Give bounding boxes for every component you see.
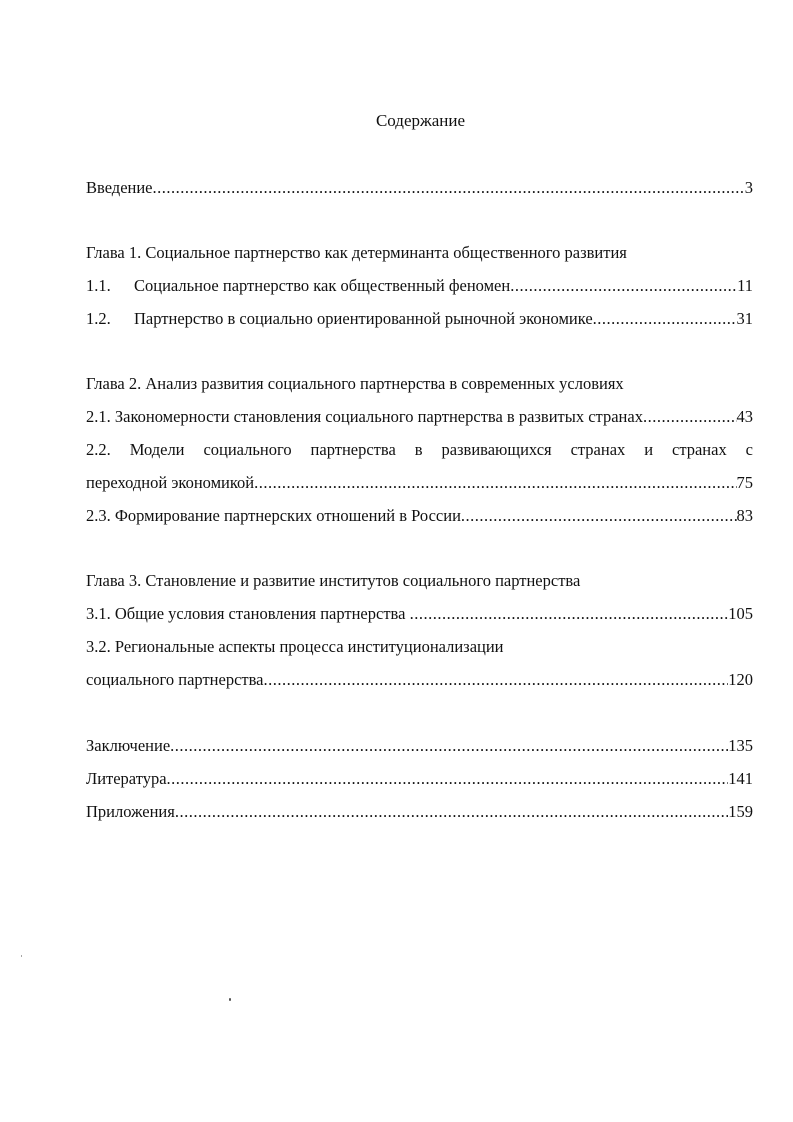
- toc-entry-page: 120: [728, 670, 753, 689]
- toc-entry-3-2-line1: 3.2. Региональные аспекты процесса институционализации: [86, 637, 504, 656]
- leader-dots: [170, 735, 728, 757]
- page-title: Содержание: [375, 111, 466, 130]
- justified-word: с: [745, 440, 753, 459]
- justified-word: 2.2.: [86, 440, 111, 459]
- toc-entry-literature: [86, 768, 753, 790]
- toc-entry-label: Литература: [86, 769, 167, 788]
- toc-entry-label: Приложения: [86, 802, 175, 821]
- justified-word: развивающихся: [441, 440, 552, 459]
- toc-entry-2-3: [86, 505, 753, 527]
- toc-entry-conclusion: [86, 735, 753, 757]
- justified-word: странах: [672, 440, 727, 459]
- justified-word: странах: [570, 440, 626, 459]
- toc-entry-page: 75: [736, 473, 753, 492]
- leader-dots: [643, 406, 737, 428]
- toc-entry-page: 11: [737, 276, 753, 295]
- scan-speck: [229, 998, 231, 1001]
- toc-entry-2-2-line2: [86, 472, 753, 494]
- toc-entry-1-2: [86, 308, 753, 330]
- chapter-1-heading: Глава 1. Социальное партнерство как детерминанта общественного развития: [86, 243, 627, 262]
- toc-entry-2-2-line1: [86, 439, 753, 461]
- toc-entry-label: 3.1. Общие условия становления партнерства: [86, 604, 410, 623]
- toc-entry-label: социального партнерства: [86, 670, 264, 689]
- chapter-3-heading: Глава 3. Становление и развитие институтов социального партнерства: [86, 571, 581, 590]
- leader-dots: [175, 801, 728, 823]
- toc-entry-number: 1.2.: [86, 309, 111, 328]
- toc-entry-label: 2.1. Закономерности становления социального партнерства в развитых странах: [86, 407, 643, 426]
- toc-entry-label: 2.3. Формирование партнерских отношений в России: [86, 506, 461, 525]
- justified-word: и: [644, 440, 654, 459]
- toc-entry-page: 31: [736, 309, 753, 328]
- toc-entry-appendices: [86, 801, 753, 823]
- leader-dots: [167, 768, 729, 790]
- toc-entry-3-1: [86, 603, 753, 625]
- justified-word: Модели: [129, 440, 185, 459]
- toc-entry-label: Социальное партнерство как общественный феномен: [134, 276, 511, 295]
- leader-dots: [510, 275, 737, 297]
- toc-entry-label: Введение: [86, 178, 153, 197]
- toc-entry-number: 1.1.: [86, 276, 111, 295]
- leader-dots: [153, 177, 745, 199]
- leader-dots: [593, 308, 737, 330]
- chapter-2-heading: Глава 2. Анализ развития социального партнерства в современных условиях: [86, 374, 624, 393]
- toc-entry-label: переходной экономикой: [86, 473, 255, 492]
- justified-word: социального: [203, 440, 292, 459]
- toc-entry-intro: [86, 177, 753, 199]
- toc-entry-page: 135: [728, 736, 753, 755]
- leader-dots: [264, 669, 729, 691]
- leader-dots: [254, 472, 736, 494]
- toc-entry-page: 105: [728, 604, 753, 623]
- toc-entry-label: Партнерство в социально ориентированной рыночной экономике: [134, 309, 593, 328]
- leader-dots: [410, 603, 729, 625]
- toc-entry-3-2-line2: [86, 669, 753, 691]
- toc-entry-2-1: [86, 406, 753, 428]
- toc-entry-page: 3: [744, 178, 753, 197]
- toc-entry-page: 43: [736, 407, 753, 426]
- justified-word: в: [414, 440, 423, 459]
- justified-word: партнерства: [310, 440, 396, 459]
- toc-entry-label: Заключение: [86, 736, 171, 755]
- toc-entry-page: 141: [728, 769, 753, 788]
- toc-entry-page: 83: [736, 506, 753, 525]
- toc-entry-1-1: [86, 275, 753, 297]
- toc-entry-page: 159: [728, 802, 753, 821]
- leader-dots: [461, 505, 737, 527]
- scan-speck: [21, 955, 22, 957]
